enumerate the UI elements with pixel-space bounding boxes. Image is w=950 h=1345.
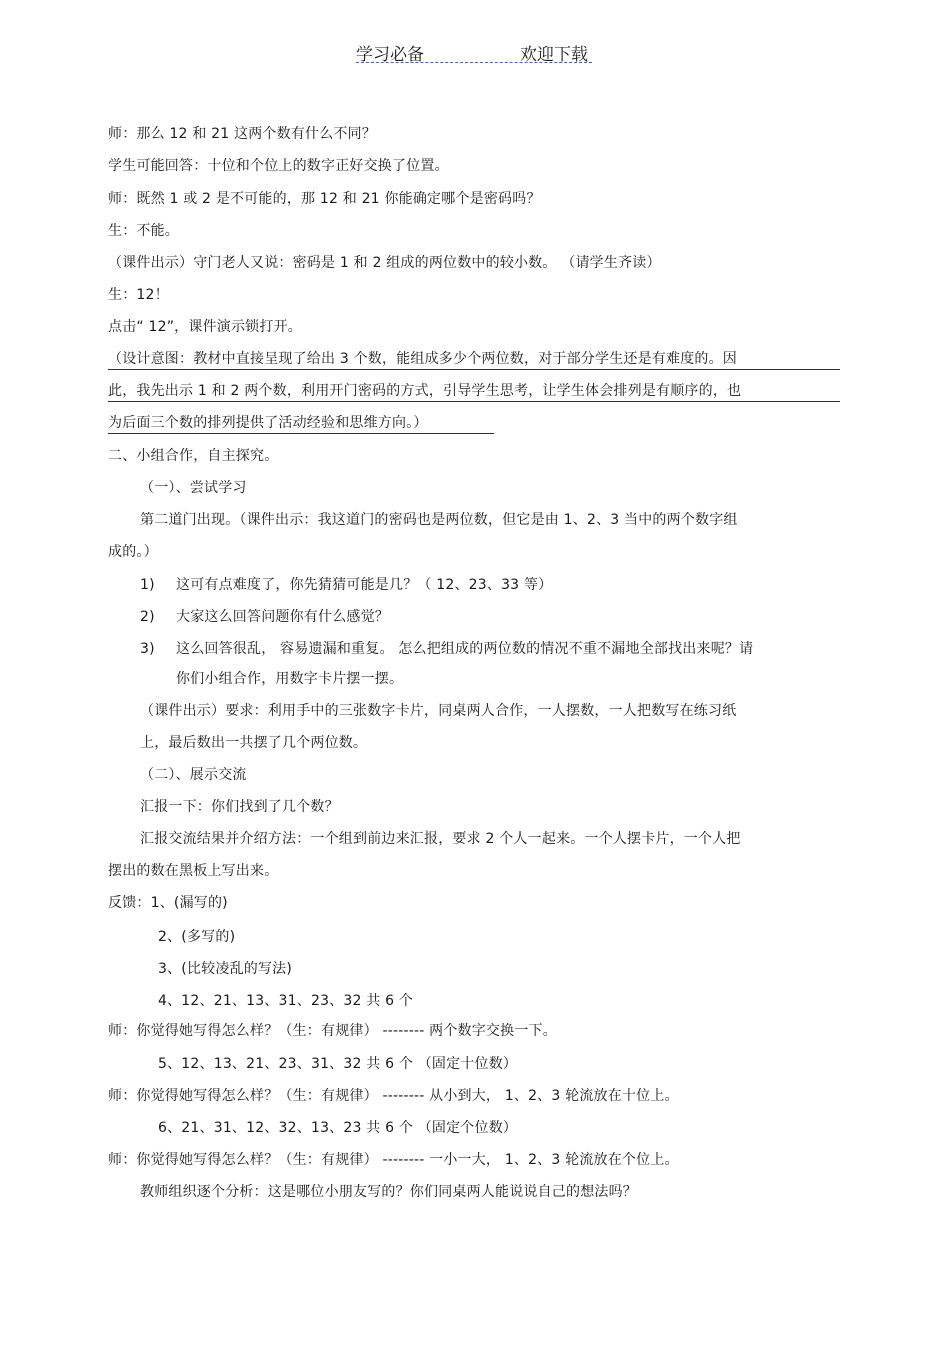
text-line: 汇报交流结果并介绍方法：一个组到前边来汇报，要求 2 个人一起来。一个人摆卡片，一个人把 <box>140 831 741 847</box>
list-item: 这可有点难度了，你先猜猜可能是几？（ 12、23、33 等） <box>176 577 553 593</box>
list-number: 3) <box>140 641 155 657</box>
text-line: 师：你觉得她写得怎么样？（生：有规律） -------- 一小一大， 1、2、3 轮流放在个位上。 <box>108 1152 679 1168</box>
underline <box>108 369 840 370</box>
page-header <box>356 40 592 63</box>
text-line: 成的。） <box>108 544 158 560</box>
text-line: 师：既然 1 或 2 是不可能的，那 12 和 21 你能确定哪个是密码吗？ <box>108 191 541 207</box>
subsection-heading: （一）、尝试学习 <box>140 480 247 496</box>
text-line: 生：不能。 <box>108 223 179 239</box>
feedback-line: 3、(比较凌乱的写法) <box>158 961 293 977</box>
list-item: 大家这么回答问题你有什么感觉？ <box>176 609 389 625</box>
text-line: 摆出的数在黑板上写出来。 <box>108 863 279 879</box>
section-heading: 二、小组合作，自主探究。 <box>108 448 279 464</box>
list-number: 2) <box>140 609 155 625</box>
feedback-line: 2、(多写的) <box>158 929 236 945</box>
text-line: 师：你觉得她写得怎么样？（生：有规律） -------- 两个数字交换一下。 <box>108 1023 557 1039</box>
list-number: 1) <box>140 577 155 593</box>
feedback-line: 4、12、21、13、31、23、32 共 6 个 <box>158 993 414 1009</box>
feedback-line: 6、21、31、12、32、13、23 共 6 个 （固定个位数） <box>158 1120 518 1136</box>
text-line: 学生可能回答：十位和个位上的数字正好交换了位置。 <box>108 158 449 174</box>
list-item-continuation: 你们小组合作，用数字卡片摆一摆。 <box>176 671 404 687</box>
underline <box>108 433 494 434</box>
header-right: 欢迎下载 <box>520 45 588 65</box>
subsection-heading: （二）、展示交流 <box>140 767 247 783</box>
text-line: 生：12！ <box>108 287 169 303</box>
text-line: 上，最后数出一共摆了几个两位数。 <box>140 735 368 751</box>
text-line: （课件出示）守门老人又说：密码是 1 和 2 组成的两位数中的较小数。 （请学生齐读） <box>108 255 661 271</box>
text-line: 教师组织逐个分析：这是哪位小朋友写的？你们同桌两人能说说自己的想法吗？ <box>140 1184 637 1200</box>
text-line: 师：你觉得她写得怎么样？（生：有规律） -------- 从小到大， 1、2、3 轮流放在十位上。 <box>108 1088 679 1104</box>
feedback-line: 反馈：1、(漏写的) <box>108 895 228 911</box>
text-line: 师：那么 12 和 21 这两个数有什么不同？ <box>108 126 377 142</box>
design-intent-line: 为后面三个数的排列提供了活动经验和思维方向。） <box>108 415 428 431</box>
text-line: 第二道门出现。（课件出示：我这道门的密码也是两位数，但它是由 1、2、3 当中的两个数字组 <box>140 512 738 528</box>
text-line: 点击“ 12”，课件演示锁打开。 <box>108 319 302 335</box>
design-intent-line: 此，我先出示 1 和 2 两个数，利用开门密码的方式，引导学生思考，让学生体会排列是有顺序的，也 <box>108 383 742 399</box>
text-line: 汇报一下：你们找到了几个数？ <box>140 799 339 815</box>
text-line: （课件出示）要求：利用手中的三张数字卡片，同桌两人合作，一人摆数，一人把数写在练习纸 <box>140 703 737 719</box>
feedback-line: 5、12、13、21、23、31、32 共 6 个 （固定十位数） <box>158 1056 518 1072</box>
underline <box>108 401 840 402</box>
design-intent-line: （设计意图：教材中直接呈现了给出 3 个数，能组成多少个两位数，对于部分学生还是有难度的。因 <box>108 351 738 367</box>
list-item: 这么回答很乱， 容易遗漏和重复。 怎么把组成的两位数的情况不重不漏地全部找出来呢？请 <box>176 641 754 657</box>
header-left: 学习必备 <box>356 45 424 65</box>
